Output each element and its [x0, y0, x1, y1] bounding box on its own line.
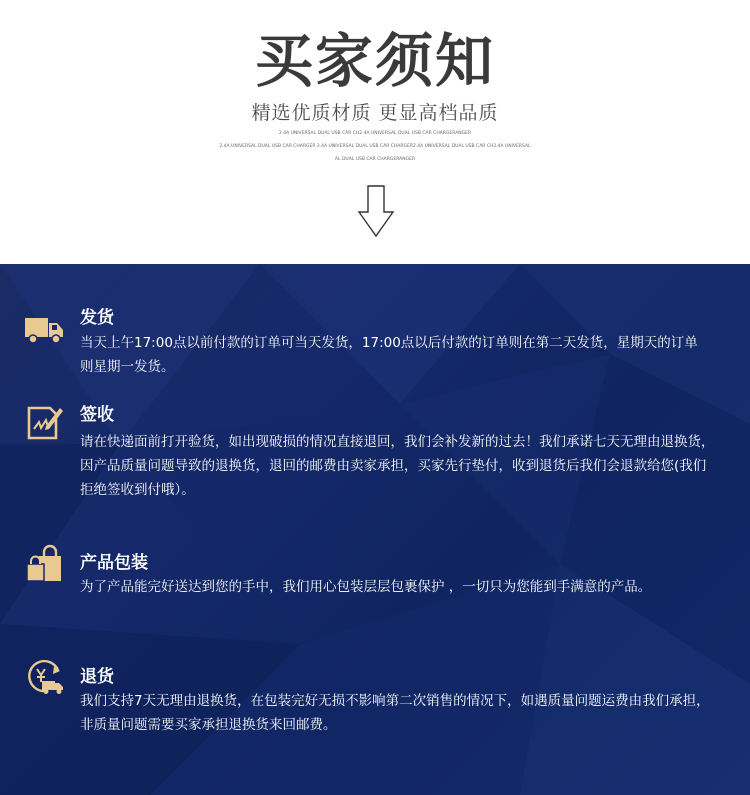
delivery-truck-icon: [24, 308, 64, 348]
tiny-text-line: 2.4A UNIVERSAL DUAL USB CAR CHARGER 2.4A UNIVERSAL DUAL USB CAR CHARGER2.4A UNIVERSAL DUAL USB CAR CH2.4A UNIVERSAL: [219, 144, 531, 149]
return-truck-icon: [24, 656, 64, 696]
section-text: [80, 575, 740, 599]
text-line: 为了产品能完好送达到您的手中，我们用心包装层层包裹保护 ，一切只为您能到手满意的产品。: [80, 579, 652, 595]
notice-panel: [0, 264, 750, 795]
section-heading: 签收: [80, 405, 114, 425]
text-line: 我们支持7天无理由退换货，在包装完好无损不影响第二次销售的情况下，如遇质量问题运费由我们承担，: [80, 693, 710, 709]
text-line: 拒绝签收到付哦）。: [80, 482, 195, 498]
down-arrow-icon: [357, 185, 395, 237]
section-text: [80, 331, 740, 379]
text-line: 当天上午17:00点以前付款的订单可当天发货，17:00点以后付款的订单则在第二天发货，星期天的订单: [80, 335, 698, 351]
page-subtitle: 精选优质材质 更显高档品质: [251, 102, 499, 124]
tiny-text-line: 2.4A UNIVERSAL DUAL USB CAR CH2.4A UNIVERSAL DUAL USB CAR CHARGERANGER: [278, 131, 472, 136]
text-line: 则星期一发货。: [80, 359, 175, 375]
section-heading: 产品包装: [80, 553, 148, 573]
section-text: [80, 430, 740, 502]
text-line: 请在快递面前打开验货，如出现破损的情况直接退回，我们会补发新的过去！我们承诺七天无理由退换货，: [80, 434, 715, 450]
section-text: [80, 689, 740, 737]
text-line: 非质量问题需要买家承担退换货来回邮费。: [80, 717, 337, 733]
header-area: [0, 0, 750, 264]
tiny-text-line: AL DUAL USB CAR CHARGERANGER: [334, 157, 416, 162]
section-heading: 发货: [80, 308, 114, 328]
signature-icon: [24, 402, 64, 442]
text-line: 因产品质量问题导致的退换货，退回的邮费由卖家承担，买家先行垫付，收到退货后我们会退款给您(我们: [80, 458, 707, 474]
page-title: 买家须知: [254, 27, 495, 95]
section-heading: 退货: [80, 667, 114, 687]
shopping-bags-icon: [24, 544, 64, 584]
